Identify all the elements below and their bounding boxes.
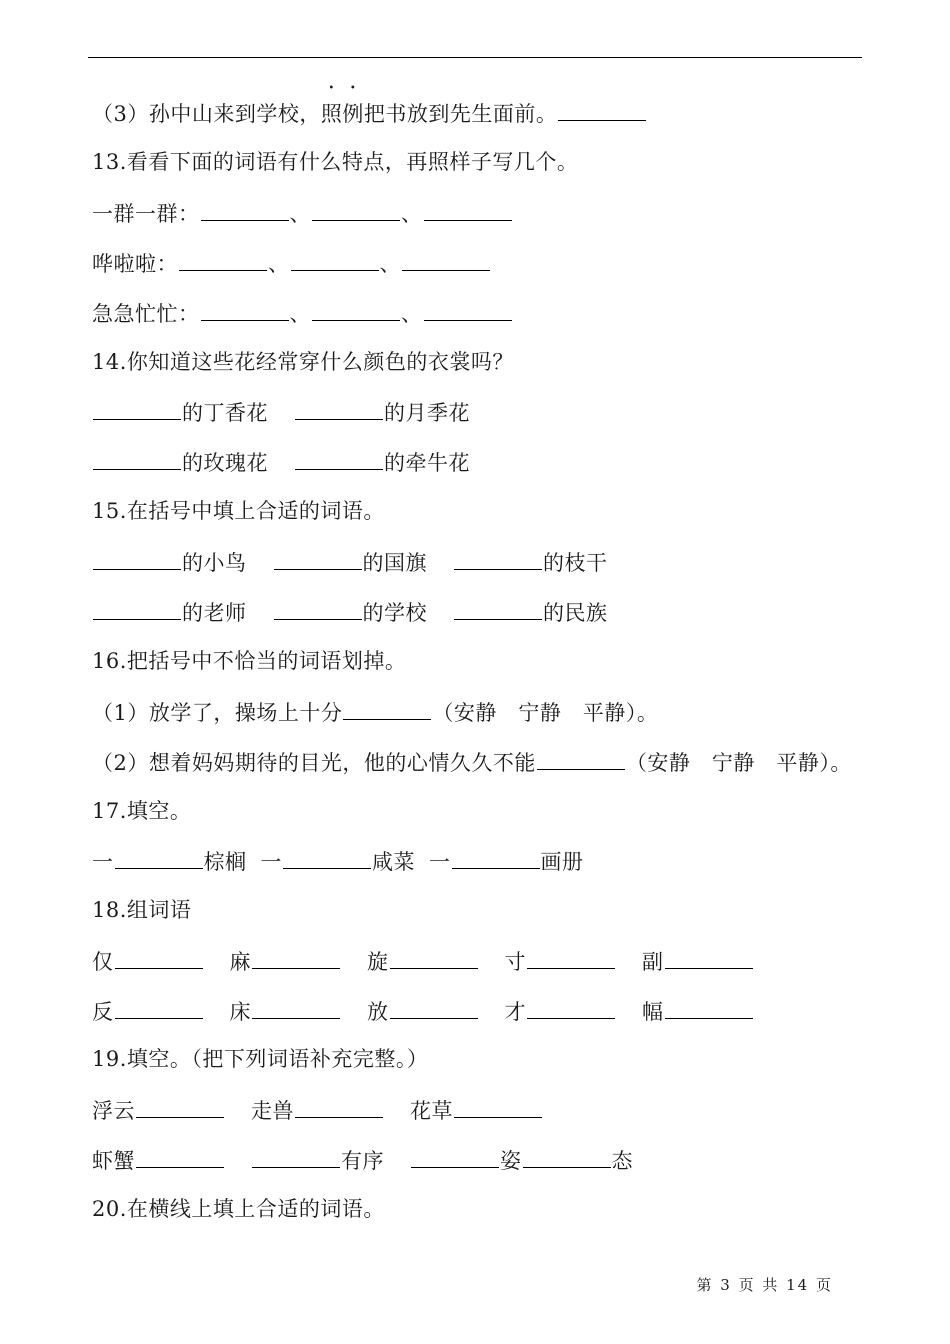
q15-item: 的民族 bbox=[543, 601, 608, 625]
q20-title: 20.在横线上填上合适的词语。 bbox=[92, 1197, 385, 1221]
q12-item3-prefix: （3）孙中山来到学校， bbox=[92, 102, 321, 126]
answer-blank[interactable] bbox=[411, 1145, 499, 1168]
page-footer: 第 3 页 共 14 页 bbox=[696, 1276, 833, 1294]
q18-char: 仅 bbox=[92, 950, 114, 974]
q12-item3-suffix: 把书放到先生面前。 bbox=[363, 102, 558, 126]
q15-row-1 bbox=[92, 547, 608, 577]
q18-row-2 bbox=[92, 996, 754, 1026]
answer-blank[interactable] bbox=[93, 447, 181, 470]
separator: 、 bbox=[401, 302, 423, 326]
answer-blank[interactable] bbox=[295, 397, 383, 420]
q13-row-label: 哗啦啦： bbox=[92, 252, 178, 276]
q18-title: 18.组词语 bbox=[92, 898, 192, 922]
answer-blank[interactable] bbox=[291, 248, 379, 271]
q19-word: 虾蟹 bbox=[92, 1149, 135, 1173]
q18-char: 麻 bbox=[229, 950, 251, 974]
answer-blank[interactable] bbox=[252, 996, 340, 1019]
answer-blank[interactable] bbox=[390, 996, 478, 1019]
q18-char: 副 bbox=[642, 950, 664, 974]
answer-blank[interactable] bbox=[179, 248, 267, 271]
q19-row-1 bbox=[92, 1095, 543, 1125]
answer-blank[interactable] bbox=[558, 98, 646, 121]
q16-title: 16.把括号中不恰当的词语划掉。 bbox=[92, 649, 407, 673]
q15-item: 的国旗 bbox=[362, 551, 427, 575]
q19-word: 花草 bbox=[410, 1099, 453, 1123]
answer-blank[interactable] bbox=[312, 298, 400, 321]
q17-title: 17.填空。 bbox=[92, 799, 192, 823]
q14-row-2 bbox=[92, 447, 470, 477]
q12-emph-char: 例 bbox=[342, 102, 364, 126]
answer-blank[interactable] bbox=[295, 447, 383, 470]
answer-blank[interactable] bbox=[527, 996, 615, 1019]
q17-item: 咸菜 bbox=[372, 850, 415, 874]
answer-blank[interactable] bbox=[402, 248, 490, 271]
q13-row-2 bbox=[92, 248, 491, 278]
answer-blank[interactable] bbox=[665, 996, 753, 1019]
answer-blank[interactable] bbox=[274, 547, 362, 570]
q19-word: 浮云 bbox=[92, 1099, 135, 1123]
q16-item-2 bbox=[92, 747, 852, 777]
q14-row-1 bbox=[92, 397, 470, 427]
q15-title: 15.在括号中填上合适的词语。 bbox=[92, 499, 385, 523]
q19-word: 姿 bbox=[500, 1149, 522, 1173]
separator: 、 bbox=[401, 202, 423, 226]
answer-blank[interactable] bbox=[454, 597, 542, 620]
answer-blank[interactable] bbox=[343, 697, 431, 720]
answer-blank[interactable] bbox=[93, 547, 181, 570]
q18-char: 床 bbox=[229, 1000, 251, 1024]
q16-options: （安静 宁静 平静）。 bbox=[432, 701, 659, 725]
q17-prefix: 一 bbox=[260, 850, 282, 874]
q18-char: 旋 bbox=[367, 950, 389, 974]
answer-blank[interactable] bbox=[201, 298, 289, 321]
q13-row-label: 急急忙忙： bbox=[92, 302, 200, 326]
answer-blank[interactable] bbox=[252, 1145, 340, 1168]
answer-blank[interactable] bbox=[136, 1095, 224, 1118]
answer-blank[interactable] bbox=[424, 198, 512, 221]
q18-char: 寸 bbox=[504, 950, 526, 974]
q18-char: 才 bbox=[504, 1000, 526, 1024]
q19-word: 态 bbox=[611, 1149, 633, 1173]
answer-blank[interactable] bbox=[523, 1145, 611, 1168]
answer-blank[interactable] bbox=[252, 946, 340, 969]
answer-blank[interactable] bbox=[283, 846, 371, 869]
answer-blank[interactable] bbox=[115, 996, 203, 1019]
answer-blank[interactable] bbox=[93, 597, 181, 620]
header-rule bbox=[88, 57, 862, 58]
q13-row-label: 一群一群： bbox=[92, 202, 200, 226]
separator: 、 bbox=[268, 252, 290, 276]
q12-item3 bbox=[92, 98, 647, 128]
answer-blank[interactable] bbox=[454, 547, 542, 570]
q14-item: 的丁香花 bbox=[182, 401, 268, 425]
answer-blank[interactable] bbox=[93, 397, 181, 420]
q16-item-text: （2）想着妈妈期待的目光，他的心情久久不能 bbox=[92, 751, 536, 775]
answer-blank[interactable] bbox=[115, 946, 203, 969]
q19-title: 19.填空。（把下列词语补充完整。） bbox=[92, 1047, 429, 1071]
q16-item-1 bbox=[92, 697, 658, 727]
q14-item: 的玫瑰花 bbox=[182, 451, 268, 475]
answer-blank[interactable] bbox=[390, 946, 478, 969]
separator: 、 bbox=[289, 302, 311, 326]
q19-word: 有序 bbox=[341, 1149, 384, 1173]
q14-item: 的牵牛花 bbox=[384, 451, 470, 475]
q15-item: 的老师 bbox=[182, 601, 247, 625]
answer-blank[interactable] bbox=[424, 298, 512, 321]
q18-row-1 bbox=[92, 946, 754, 976]
q15-item: 的小鸟 bbox=[182, 551, 247, 575]
q13-row-3 bbox=[92, 298, 513, 328]
q12-emph-char: 照 bbox=[320, 102, 343, 126]
answer-blank[interactable] bbox=[201, 198, 289, 221]
separator: 、 bbox=[379, 252, 401, 276]
answer-blank[interactable] bbox=[115, 846, 203, 869]
q15-row-2 bbox=[92, 597, 608, 627]
answer-blank[interactable] bbox=[452, 846, 540, 869]
answer-blank[interactable] bbox=[295, 1095, 383, 1118]
q18-char: 幅 bbox=[642, 1000, 664, 1024]
q14-item: 的月季花 bbox=[384, 401, 470, 425]
answer-blank[interactable] bbox=[527, 946, 615, 969]
answer-blank[interactable] bbox=[312, 198, 400, 221]
answer-blank[interactable] bbox=[537, 747, 625, 770]
q14-title: 14.你知道这些花经常穿什么颜色的衣裳吗？ bbox=[92, 350, 514, 374]
q19-row-2 bbox=[92, 1145, 633, 1175]
q15-item: 的枝干 bbox=[543, 551, 608, 575]
q18-char: 反 bbox=[92, 1000, 114, 1024]
q13-row-1 bbox=[92, 198, 513, 228]
q19-word: 走兽 bbox=[251, 1099, 294, 1123]
q17-prefix: 一 bbox=[92, 850, 114, 874]
q16-item-text: （1）放学了，操场上十分 bbox=[92, 701, 343, 725]
q18-char: 放 bbox=[367, 1000, 389, 1024]
q16-options: （安静 宁静 平静）。 bbox=[625, 751, 852, 775]
answer-blank[interactable] bbox=[274, 597, 362, 620]
q17-row bbox=[92, 846, 584, 876]
q17-item: 画册 bbox=[540, 850, 584, 874]
answer-blank[interactable] bbox=[136, 1145, 224, 1168]
q13-title: 13.看看下面的词语有什么特点，再照样子写几个。 bbox=[92, 150, 579, 174]
q17-prefix: 一 bbox=[429, 850, 451, 874]
q15-item: 的学校 bbox=[362, 601, 427, 625]
separator: 、 bbox=[289, 202, 311, 226]
q17-item: 棕榈 bbox=[203, 850, 247, 874]
answer-blank[interactable] bbox=[665, 946, 753, 969]
answer-blank[interactable] bbox=[454, 1095, 542, 1118]
